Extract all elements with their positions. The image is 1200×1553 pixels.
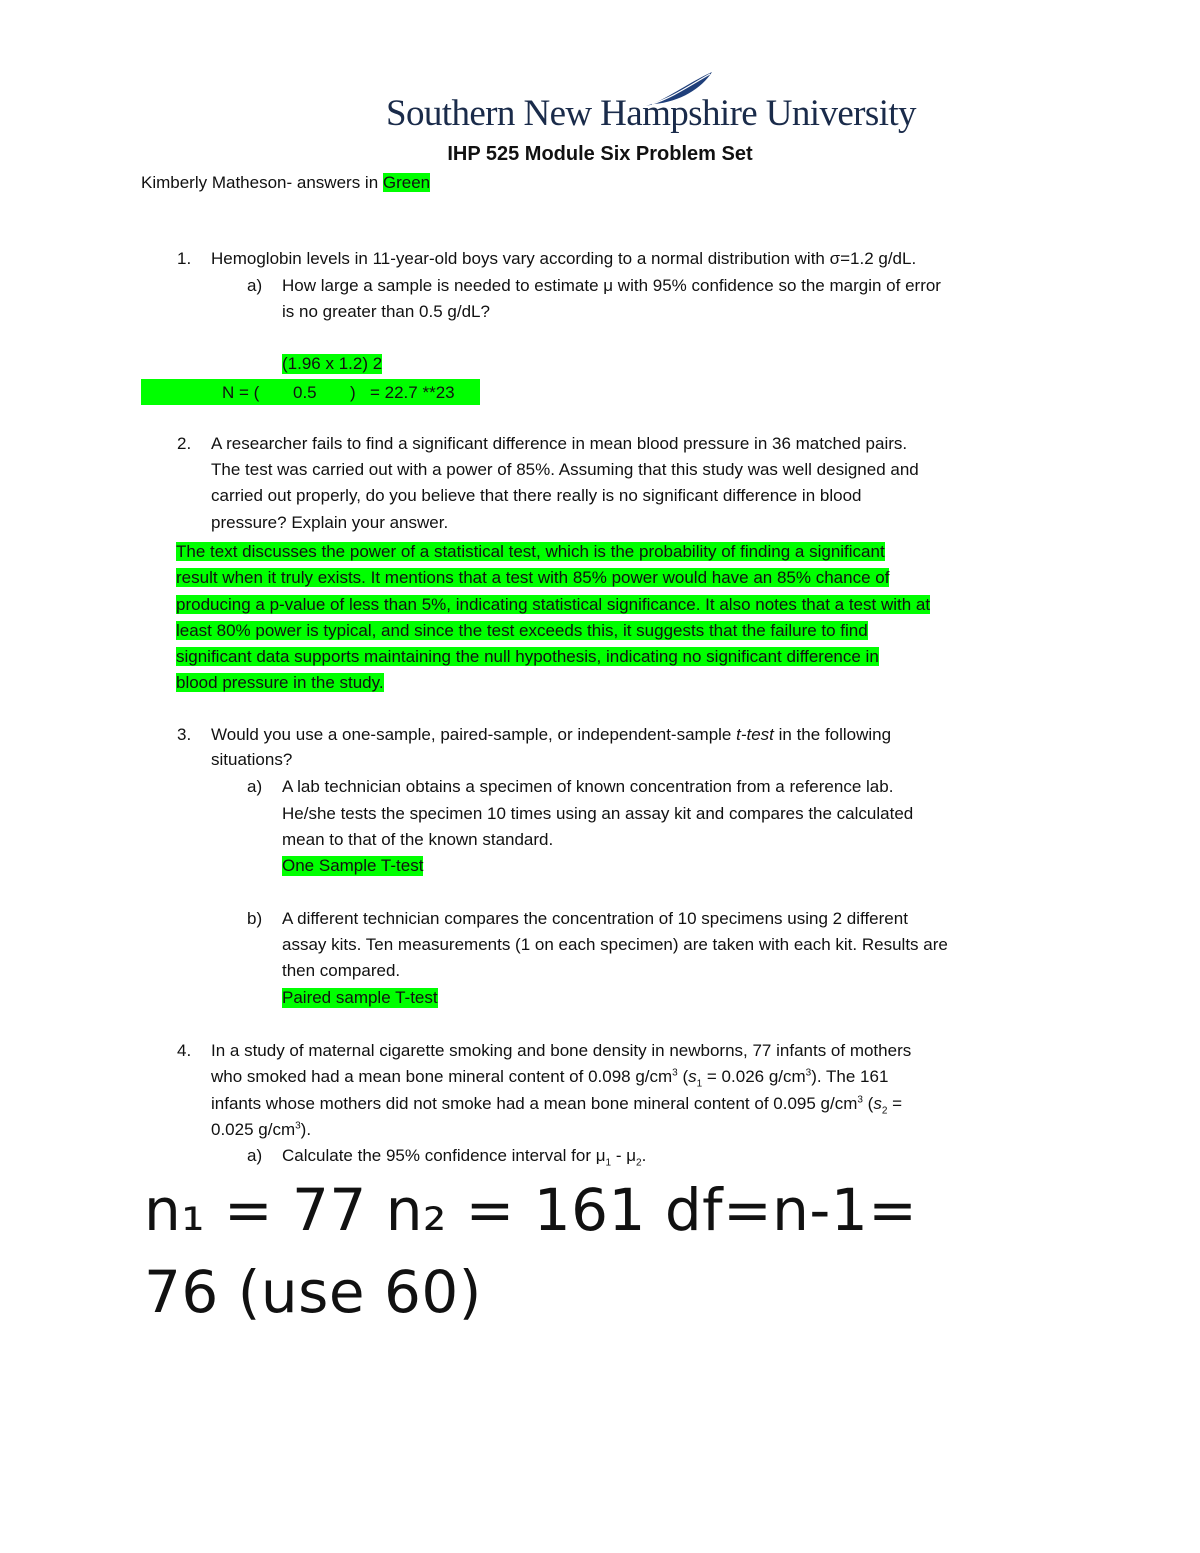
- q2-answer-line: least 80% power is typical, and since the test exceeds this, it suggests that the failure to find: [176, 620, 868, 640]
- q4-number: 4.: [177, 1041, 192, 1060]
- q4a-text-main: Calculate the 95% confidence interval for μ: [282, 1146, 606, 1165]
- q4-line2-c: = 0.026 g/cm: [702, 1067, 806, 1086]
- author-prefix: Kimberly Matheson- answers in: [141, 173, 383, 192]
- leaf-icon: [636, 70, 716, 110]
- q2-answer-line: blood pressure in the study.: [176, 673, 384, 693]
- q4a-text: [282, 1146, 646, 1168]
- q1-formula-result: = 22.7 **23: [370, 383, 455, 402]
- q2-line: The test was carried out with a power of 85%. Assuming that this study was well designed and: [211, 460, 919, 479]
- q4-sup: 3: [672, 1067, 678, 1079]
- q4-line3: [211, 1094, 902, 1116]
- q1a-line1: How large a sample is needed to estimate μ with 95% confidence so the margin of error: [282, 276, 941, 295]
- q3a-line: mean to that of the known standard.: [282, 830, 554, 849]
- q3a-answer: One Sample T-test: [282, 856, 424, 875]
- q2-line: pressure? Explain your answer.: [211, 513, 449, 532]
- q4-big-answer-line2: 76 (use 60): [144, 1258, 482, 1326]
- q3a-line: A lab technician obtains a specimen of known concentration from a reference lab.: [282, 777, 894, 796]
- q3b-answer: Paired sample T-test: [282, 988, 438, 1007]
- q2-line: carried out properly, do you believe that there really is no significant difference in blood: [211, 486, 862, 505]
- q4a-label: a): [247, 1146, 263, 1165]
- q4-line2-a: who smoked had a mean bone mineral content of 0.098 g/cm: [211, 1067, 673, 1086]
- q4-line2: [211, 1067, 888, 1089]
- q4-line2-b: (: [677, 1067, 689, 1086]
- q3b-line: then compared.: [282, 961, 401, 980]
- q4-s2: s: [873, 1094, 882, 1113]
- q2-answer: [176, 539, 1066, 697]
- q3b-label: b): [247, 909, 263, 928]
- q1a-label: a): [247, 276, 263, 295]
- q4a-sub2: 2: [636, 1157, 642, 1169]
- q4-line3-c: =: [887, 1094, 903, 1113]
- q2-answer-line: producing a p-value of less than 5%, indicating statistical significance. It also notes that a test with at: [176, 594, 931, 614]
- q3b-line: A different technician compares the concentration of 10 specimens using 2 different: [282, 909, 908, 928]
- q3-line1-post: in the following: [773, 725, 892, 744]
- q4-s1-sub: 1: [696, 1078, 703, 1090]
- q1-number: 1.: [177, 249, 192, 268]
- q4a-sub1: 1: [605, 1157, 612, 1169]
- q1-formula-numerator: (1.96 x 1.2) 2: [282, 354, 383, 373]
- q4-s2-sub: 2: [881, 1105, 888, 1117]
- q2-answer-line: significant data supports maintaining the null hypothesis, indicating no significant difference in: [176, 647, 879, 667]
- q3-line1-pre: Would you use a one-sample, paired-sample, or independent-sample: [211, 725, 737, 744]
- q3b-line: assay kits. Ten measurements (1 on each specimen) are taken with each kit. Results are: [282, 935, 948, 954]
- q3-number: 3.: [177, 725, 192, 744]
- q4-line3-a: infants whose mothers did not smoke had a mean bone mineral content of 0.095 g/cm: [211, 1094, 858, 1113]
- q3-line2: situations?: [211, 750, 293, 769]
- q4-line4: [211, 1120, 311, 1140]
- q3-line1-em: t-test: [736, 725, 774, 744]
- q4-sup: 3: [805, 1067, 812, 1079]
- q4-sup: 3: [857, 1094, 863, 1106]
- q3a-line: He/she tests the specimen 10 times using an assay kit and compares the calculated: [282, 804, 914, 823]
- document-title: IHP 525 Module Six Problem Set: [447, 143, 753, 165]
- q3a-label: a): [247, 777, 263, 796]
- q4-big-answer-line1: n₁ = 77 n₂ = 161 df=n-1=: [144, 1176, 918, 1244]
- university-logo: [386, 70, 916, 140]
- q1-formula-denominator: 0.5: [293, 383, 317, 402]
- q4-s1: s: [688, 1067, 697, 1086]
- author-line: [141, 173, 430, 193]
- q3-line1: [211, 725, 891, 745]
- university-name: Southern New Hampshire University: [386, 93, 916, 134]
- q4-line4-b: ).: [300, 1120, 312, 1139]
- q1-formula-n: N = (: [222, 383, 260, 402]
- q4-line4-a: 0.025 g/cm: [211, 1120, 296, 1139]
- q2-answer-line: The text discusses the power of a statistical test, which is the probability of finding a significant: [176, 542, 885, 561]
- q4-line3-b: (: [862, 1094, 874, 1113]
- q1-formula-close: ): [350, 383, 356, 402]
- q2-answer-line: result when it truly exists. It mentions that a test with 85% power would have an 85% chance of: [176, 568, 890, 588]
- q4-line1: In a study of maternal cigarette smoking and bone density in newborns, 77 infants of mothers: [211, 1041, 912, 1060]
- q2-line: A researcher fails to find a significant difference in mean blood pressure in 36 matched pairs.: [211, 434, 908, 453]
- q4-sup: 3: [295, 1120, 301, 1132]
- q1-text: Hemoglobin levels in 11-year-old boys vary according to a normal distribution with σ=1.2 g/dL.: [211, 249, 917, 268]
- q2-number: 2.: [177, 434, 192, 453]
- q4a-end: .: [641, 1146, 647, 1165]
- q1a-line2: is no greater than 0.5 g/dL?: [282, 302, 490, 321]
- q4-line2-d: ). The 161: [811, 1067, 889, 1086]
- green-legend: Green: [382, 173, 431, 192]
- q4a-mid: - μ: [611, 1146, 636, 1165]
